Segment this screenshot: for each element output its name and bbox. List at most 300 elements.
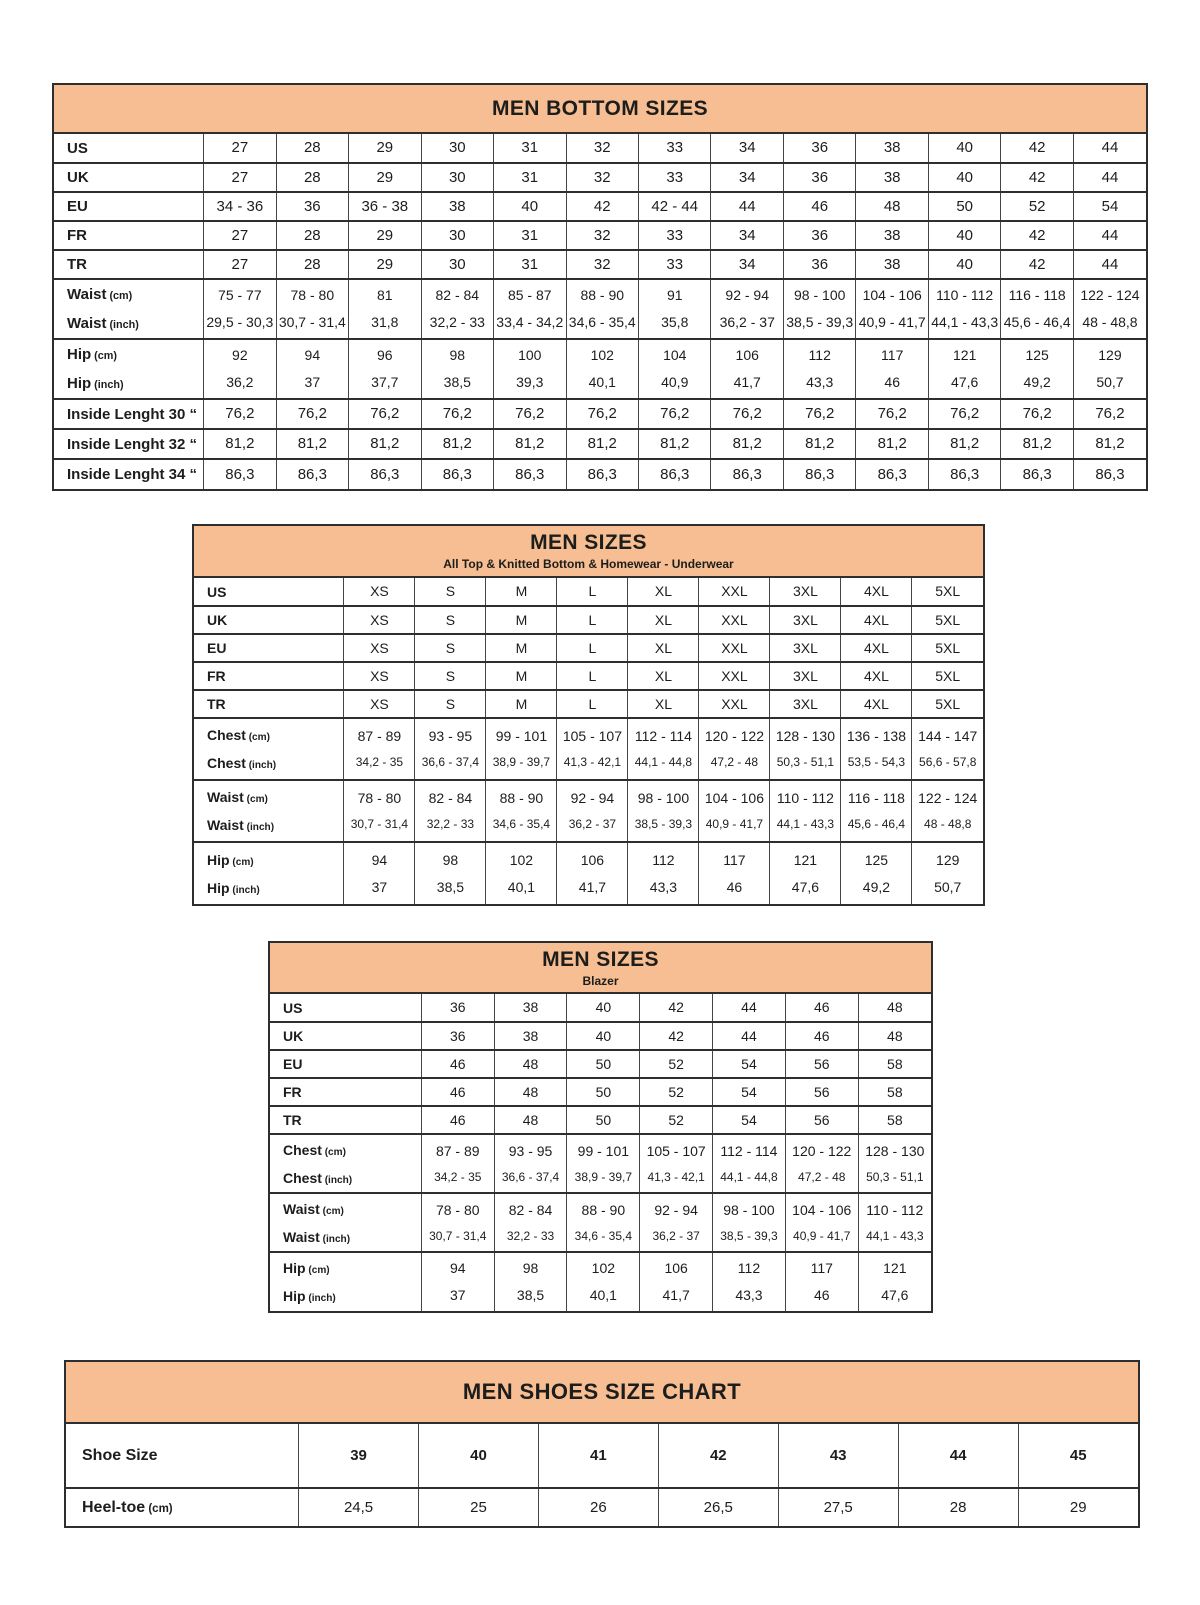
size-value: M: [515, 695, 528, 712]
size-value: 50: [595, 1055, 612, 1072]
size-value: 36,2 - 37: [719, 314, 775, 330]
size-cell: [421, 1193, 494, 1252]
size-cell: [344, 606, 415, 634]
table-title: MEN BOTTOM SIZES: [491, 96, 709, 120]
size-value: 86,3: [370, 465, 400, 483]
size-cell: [783, 429, 855, 459]
size-cell: [1018, 1424, 1138, 1488]
size-value: 36: [811, 139, 829, 157]
size-value: 41: [590, 1446, 607, 1464]
size-cell: [639, 339, 711, 399]
size-value: 44: [949, 1446, 967, 1464]
row-label: Inside Lenght 32 “: [67, 435, 198, 453]
size-value: 43,3: [649, 878, 678, 895]
size-value: 29: [376, 226, 394, 244]
size-value: L: [588, 695, 597, 712]
row-label-cell: [270, 1134, 421, 1193]
size-value: 30: [448, 139, 466, 157]
size-value: 40: [956, 255, 974, 273]
size-value: 98 - 100: [794, 287, 846, 304]
size-cell: [566, 459, 638, 489]
size-value: 76,2: [515, 405, 545, 423]
size-value: 5XL: [935, 639, 961, 656]
size-cell: [770, 662, 841, 690]
row-label: Hip (cm): [283, 1260, 330, 1276]
size-cell: [494, 429, 566, 459]
size-value: 54: [741, 1111, 757, 1128]
size-value: 117: [723, 851, 746, 868]
size-value: 81,2: [732, 435, 762, 453]
size-value: 102: [590, 347, 614, 364]
size-value: 40,9: [661, 374, 689, 390]
size-value: 96: [377, 347, 393, 364]
size-value: 33,4 - 34,2: [496, 314, 564, 330]
size-value: 81,2: [805, 435, 835, 453]
size-value: XS: [370, 583, 389, 600]
size-cell: [711, 459, 783, 489]
size-value: 116 - 118: [847, 790, 905, 807]
size-cell: [486, 606, 557, 634]
size-value: 43: [829, 1446, 847, 1464]
size-cell: [421, 250, 493, 279]
size-value: 106: [735, 347, 759, 364]
size-value: 36: [303, 197, 321, 215]
size-cell: [204, 221, 276, 250]
size-value: 40,1: [507, 878, 536, 895]
size-row: [194, 842, 983, 904]
size-cell: [1073, 163, 1146, 192]
size-cell: [778, 1488, 898, 1526]
size-cell: [276, 163, 348, 192]
size-value: 40,1: [588, 374, 616, 390]
size-cell: [639, 459, 711, 489]
size-cell: [856, 134, 928, 163]
size-cell: [785, 1193, 858, 1252]
size-value: 56: [813, 1055, 830, 1072]
size-value: 3XL: [792, 695, 818, 712]
size-cell: [299, 1488, 419, 1526]
size-value: S: [445, 611, 456, 628]
size-value: 54: [1101, 197, 1119, 215]
size-cell: [494, 221, 566, 250]
size-cell: [557, 718, 628, 780]
size-cell: [349, 399, 421, 429]
size-value: 104: [663, 347, 687, 364]
size-cell: [349, 250, 421, 279]
size-value: 81,2: [1022, 435, 1052, 453]
size-cell: [494, 994, 567, 1022]
size-row: [54, 429, 1146, 459]
row-label-unit: (inch): [106, 319, 139, 331]
size-value: 78 - 80: [290, 287, 335, 304]
size-cell: [415, 842, 486, 904]
size-cell: [204, 250, 276, 279]
size-value: 36,2 - 37: [568, 817, 617, 832]
size-row: [66, 1424, 1138, 1488]
size-value: 27: [231, 139, 249, 157]
size-cell: [639, 163, 711, 192]
size-cell: [421, 1252, 494, 1311]
size-value: 48: [887, 999, 903, 1016]
size-cell: [858, 1134, 931, 1193]
table-title: MEN SIZES: [530, 531, 647, 554]
size-value: 76,2: [1095, 405, 1125, 423]
size-value: 52: [668, 1055, 684, 1072]
size-cell: [567, 1106, 640, 1134]
size-row: [194, 634, 983, 662]
size-cell: [1001, 459, 1073, 489]
size-cell: [421, 1050, 494, 1078]
size-value: 106: [580, 851, 605, 868]
size-value: 102: [591, 1260, 616, 1277]
size-cell: [204, 339, 276, 399]
size-cell: [783, 134, 855, 163]
size-value: 121: [953, 347, 977, 364]
row-label-unit: (cm): [305, 1265, 330, 1276]
size-value: 34: [738, 255, 756, 273]
size-cell: [276, 339, 348, 399]
size-cell: [639, 250, 711, 279]
size-value: 39: [350, 1446, 367, 1464]
size-value: 82 - 84: [508, 1201, 553, 1218]
size-value: 29: [376, 255, 394, 273]
size-value: 112: [808, 347, 831, 364]
row-label-cell: [270, 994, 421, 1022]
size-cell: [639, 399, 711, 429]
size-cell: [204, 459, 276, 489]
size-cell: [494, 192, 566, 221]
size-cell: [1001, 399, 1073, 429]
size-cell: [640, 1252, 713, 1311]
size-value: 36 - 38: [361, 197, 409, 215]
size-cell: [783, 250, 855, 279]
size-value: 28: [949, 1498, 967, 1516]
row-label: Heel-toe (cm): [82, 1498, 173, 1516]
size-cell: [841, 662, 912, 690]
row-label: EU: [283, 1056, 303, 1072]
size-value: 112 - 114: [634, 728, 692, 745]
size-value: 48: [522, 1111, 539, 1128]
size-value: 81: [377, 287, 393, 304]
size-value: 98: [442, 851, 459, 868]
size-value: 81,2: [225, 435, 255, 453]
size-value: 105 - 107: [562, 728, 622, 745]
size-value: 36,6 - 37,4: [501, 1169, 560, 1184]
size-cell: [276, 221, 348, 250]
size-value: 86,3: [660, 465, 690, 483]
size-value: 76,2: [660, 405, 690, 423]
size-cell: [486, 578, 557, 606]
size-cell: [566, 192, 638, 221]
row-label-unit: (inch): [321, 1174, 353, 1186]
size-value: S: [445, 583, 456, 600]
row-label-cell: [270, 1252, 421, 1311]
size-cell: [628, 662, 699, 690]
size-value: L: [588, 639, 597, 656]
size-cell: [1001, 250, 1073, 279]
size-value: 28: [303, 255, 321, 273]
size-value: 54: [741, 1083, 757, 1100]
size-row: [54, 339, 1146, 399]
table-header-band: [66, 1362, 1138, 1424]
size-value: 44: [738, 197, 756, 215]
size-cell: [421, 1078, 494, 1106]
row-label-unit: (inch): [245, 760, 277, 771]
row-label-cell: [194, 634, 344, 662]
size-value: 34: [738, 139, 756, 157]
size-cell: [699, 718, 770, 780]
size-cell: [628, 842, 699, 904]
size-value: 46: [449, 1055, 466, 1072]
size-value: 56: [813, 1083, 830, 1100]
size-value: 46: [449, 1083, 466, 1100]
row-label: Waist (cm): [67, 286, 133, 303]
size-cell: [841, 780, 912, 842]
size-cell: [486, 690, 557, 718]
size-value: 24,5: [343, 1498, 374, 1516]
size-value: 44,1 - 43,3: [776, 817, 835, 832]
row-label-cell: [54, 134, 204, 163]
size-row: [270, 994, 931, 1022]
row-label: Hip (cm): [67, 346, 117, 363]
row-label: Hip (inch): [283, 1288, 336, 1304]
size-value: 76,2: [442, 405, 472, 423]
size-value: 112: [737, 1260, 761, 1277]
size-value: 38,5: [443, 374, 471, 390]
size-cell: [419, 1424, 539, 1488]
size-cell: [628, 606, 699, 634]
size-cell: [912, 780, 983, 842]
size-value: 5XL: [935, 611, 961, 628]
size-value: 34,6 - 35,4: [568, 314, 636, 330]
size-value: XXL: [721, 695, 748, 712]
size-value: 91: [666, 287, 683, 304]
size-value: 44: [741, 999, 757, 1016]
size-cell: [912, 634, 983, 662]
size-cell: [711, 163, 783, 192]
size-value: 86,3: [732, 465, 762, 483]
size-value: 54: [741, 1055, 757, 1072]
row-label: Inside Lenght 30 “: [67, 405, 198, 423]
size-value: 33: [666, 139, 684, 157]
men-sizes-top-table: [192, 524, 985, 906]
size-value: 99 - 101: [495, 728, 548, 745]
size-value: 30,7 - 31,4: [278, 314, 346, 330]
size-value: 44,1 - 43,3: [866, 1228, 924, 1243]
size-cell: [785, 1106, 858, 1134]
row-label-unit: (inch): [319, 1233, 351, 1245]
size-cell: [713, 1022, 786, 1050]
size-value: 76,2: [805, 405, 835, 423]
size-value: 38: [883, 139, 901, 157]
size-value: 40: [956, 226, 974, 244]
size-value: 34,2 - 35: [434, 1169, 482, 1184]
size-cell: [486, 718, 557, 780]
row-label-unit: (cm): [145, 1502, 173, 1515]
size-cell: [415, 634, 486, 662]
size-value: 46: [813, 1027, 830, 1044]
size-value: 42: [1028, 139, 1046, 157]
size-cell: [856, 163, 928, 192]
size-cell: [856, 279, 928, 339]
size-value: 33: [666, 255, 684, 273]
size-cell: [639, 429, 711, 459]
row-label-cell: [194, 578, 344, 606]
size-cell: [557, 842, 628, 904]
size-value: 38: [883, 168, 901, 186]
size-value: 47,2 - 48: [798, 1169, 846, 1184]
size-cell: [566, 279, 638, 339]
size-value: 104 - 106: [792, 1201, 852, 1218]
size-cell: [349, 429, 421, 459]
size-value: 85 - 87: [507, 287, 552, 304]
size-cell: [785, 994, 858, 1022]
size-cell: [567, 1252, 640, 1311]
size-value: 44,1 - 43,3: [931, 314, 999, 330]
size-cell: [928, 250, 1000, 279]
size-value: 30: [448, 168, 466, 186]
size-value: 27,5: [823, 1498, 853, 1516]
size-cell: [858, 1193, 931, 1252]
size-row: [270, 1134, 931, 1193]
table-subtitle: All Top & Knitted Bottom & Homewear - Underwear: [443, 557, 734, 571]
size-cell: [1001, 279, 1073, 339]
row-label-unit: (cm): [106, 290, 133, 302]
table-header-band: [194, 526, 983, 578]
size-value: 129: [936, 851, 960, 868]
size-cell: [640, 1134, 713, 1193]
size-cell: [785, 1252, 858, 1311]
size-value: 4XL: [863, 667, 889, 684]
row-label-unit: (inch): [91, 379, 124, 391]
size-value: 50,3 - 51,1: [776, 755, 835, 770]
size-value: 122 - 124: [918, 790, 978, 807]
size-value: M: [515, 667, 528, 684]
size-value: 129: [1098, 347, 1122, 364]
size-cell: [415, 606, 486, 634]
size-cell: [856, 399, 928, 429]
size-value: 50,3 - 51,1: [866, 1169, 924, 1184]
row-label: UK: [207, 612, 228, 628]
size-cell: [711, 429, 783, 459]
size-cell: [898, 1488, 1018, 1526]
size-value: 36,2 - 37: [652, 1228, 700, 1243]
size-value: 43,3: [806, 374, 834, 390]
size-cell: [1073, 429, 1146, 459]
size-cell: [856, 429, 928, 459]
size-value: 86,3: [877, 465, 907, 483]
size-value: 38: [522, 999, 539, 1016]
size-cell: [421, 192, 493, 221]
size-value: 76,2: [732, 405, 762, 423]
size-cell: [204, 429, 276, 459]
size-value: 29: [376, 168, 394, 186]
size-value: 40: [595, 1027, 612, 1044]
size-value: 26,5: [703, 1498, 733, 1516]
size-value: L: [588, 611, 597, 628]
size-value: 48 - 48,8: [924, 817, 972, 832]
size-cell: [858, 1106, 931, 1134]
size-cell: [494, 1193, 567, 1252]
row-label-unit: (cm): [245, 732, 270, 743]
size-cell: [494, 339, 566, 399]
size-cell: [713, 1193, 786, 1252]
size-value: 28: [303, 168, 321, 186]
size-value: 87 - 89: [435, 1142, 480, 1159]
size-cell: [770, 718, 841, 780]
size-value: 38,9 - 39,7: [492, 755, 551, 770]
size-cell: [841, 690, 912, 718]
size-cell: [1073, 221, 1146, 250]
row-label: TR: [283, 1112, 302, 1128]
size-value: 25: [470, 1498, 487, 1516]
size-cell: [349, 163, 421, 192]
row-label: US: [207, 583, 227, 600]
size-cell: [204, 163, 276, 192]
size-value: 86,3: [1022, 465, 1052, 483]
size-value: 52: [1028, 197, 1046, 215]
size-value: 86,3: [805, 465, 835, 483]
size-cell: [639, 279, 711, 339]
size-value: 102: [509, 851, 534, 868]
size-cell: [1073, 339, 1146, 399]
size-value: 39,3: [516, 374, 544, 390]
size-value: XL: [654, 695, 672, 712]
size-cell: [858, 1050, 931, 1078]
size-value: 92 - 94: [570, 790, 615, 807]
size-cell: [538, 1424, 658, 1488]
row-label-cell: [194, 780, 344, 842]
size-cell: [841, 606, 912, 634]
row-label-cell: [194, 842, 344, 904]
size-grid: [270, 994, 931, 1311]
size-value: 31: [521, 226, 539, 244]
size-value: 38,9 - 39,7: [574, 1169, 633, 1184]
size-cell: [1001, 429, 1073, 459]
size-value: 45,6 - 46,4: [1003, 314, 1071, 330]
row-label-cell: [270, 1022, 421, 1050]
size-cell: [344, 634, 415, 662]
size-value: 37,7: [371, 374, 399, 390]
size-value: 93 - 95: [428, 728, 473, 745]
row-label-cell: [270, 1106, 421, 1134]
size-value: 98: [449, 347, 466, 364]
size-value: 48: [883, 197, 901, 215]
size-cell: [628, 578, 699, 606]
size-cell: [1073, 134, 1146, 163]
size-value: 112: [652, 851, 675, 868]
size-cell: [494, 1050, 567, 1078]
size-cell: [928, 459, 1000, 489]
size-value: 52: [668, 1083, 684, 1100]
row-label-cell: [194, 662, 344, 690]
size-value: 46: [813, 1287, 830, 1303]
size-value: 44: [1101, 139, 1119, 157]
size-value: 32,2 - 33: [506, 1228, 555, 1243]
row-label: Waist (cm): [207, 789, 268, 805]
row-label-cell: [54, 163, 204, 192]
row-label: Waist (inch): [283, 1228, 351, 1245]
size-value: 50: [595, 1111, 612, 1128]
size-row: [270, 1193, 931, 1252]
size-cell: [858, 994, 931, 1022]
size-value: 41,7: [662, 1287, 690, 1303]
size-cell: [567, 994, 640, 1022]
size-cell: [421, 1022, 494, 1050]
size-row: [54, 459, 1146, 489]
size-value: M: [515, 583, 528, 600]
size-cell: [276, 399, 348, 429]
